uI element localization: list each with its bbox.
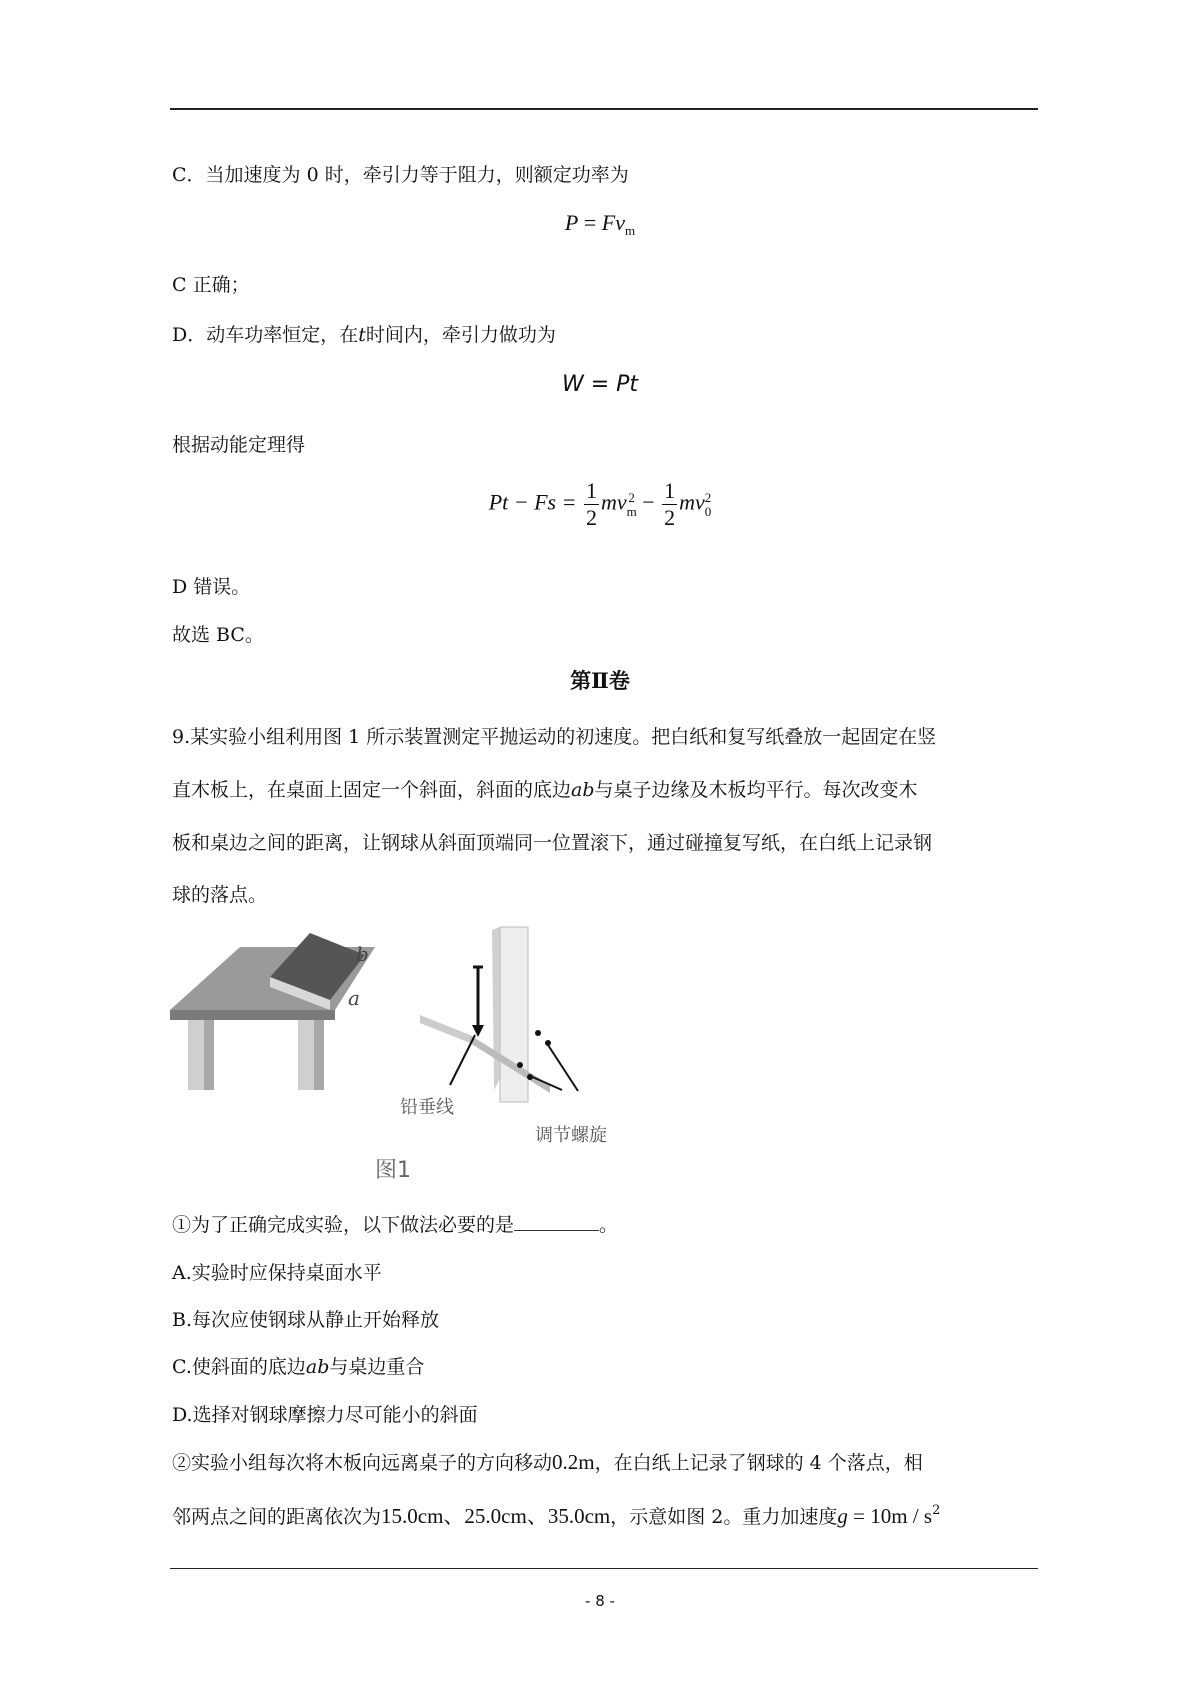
question-9-line-2: 直木板上，在桌面上固定一个斜面，斜面的底边ab与桌子边缘及木板均平行。每次改变木 [172,779,918,801]
page-number: - 8 - [585,1592,615,1610]
adjust-screw-1 [535,1030,541,1036]
option-b: B.每次应使钢球从静止开始释放 [172,1309,440,1331]
figure-caption: 图1 [375,1158,411,1183]
subquestion-2-line-2: 邻两点之间的距离依次为15.0cm、25.0cm、35.0cm，示意如图 2。重力加速度$g = 10m / s^2$ [172,1503,941,1528]
option-c-text: C．当加速度为 0 时，牵引力等于阻力，则额定功率为 [172,164,629,186]
plumb-pointer [450,1035,475,1085]
kinetic-theorem-text: 根据动能定理得 [172,434,306,456]
option-c: C.使斜面的底边ab与桌边重合 [172,1356,425,1378]
option-d: D.选择对钢球摩擦力尽可能小的斜面 [172,1404,478,1426]
table-leg-right [298,1020,314,1090]
table-leg-right-side [314,1020,324,1090]
option-a: A.实验时应保持桌面水平 [172,1262,382,1284]
option-d-wrong: D 错误。 [172,576,251,598]
subquestion-1-prompt: ①为了正确完成实验，以下做法必要的是 。 [172,1214,619,1236]
answer-blank[interactable] [514,1214,599,1231]
section-heading: 第Ⅱ卷 [570,668,630,693]
formula-energy: Pt − Fs = $\frac{1}{2}$ mv 2 m − $\frac{1}{2}$ mv 2 0 [488,478,712,530]
figure-1 [170,925,640,1183]
header-rule [170,108,1038,110]
label-a: a [348,986,360,1010]
formula-power: $P = Fv_m$ [564,210,636,238]
formula-work: W = Pt [561,372,639,397]
adjust-screw-3 [517,1062,523,1068]
question-9-line-1: 9.某实验小组利用图 1 所示装置测定平抛运动的初速度。把白纸和复写纸叠放一起固定在竖 [172,726,937,748]
table-leg-left-side [204,1020,214,1090]
subquestion-2-line-1: ②实验小组每次将木板向远离桌子的方向移动0.2m，在白纸上记录了钢球的 4 个落点，相 [172,1450,923,1474]
screw-label: 调节螺旋 [535,1125,607,1146]
footer-rule [170,1568,1038,1569]
label-b: b [356,942,369,966]
answer-text: 故选 BC。 [172,624,264,646]
board-base-left [420,1015,470,1043]
option-c-correct: C 正确； [172,274,250,296]
option-d-text: D．动车功率恒定，在t时间内，牵引力做功为 [172,324,556,346]
table-edge [170,1010,335,1020]
screw-pointer-1 [548,1045,578,1091]
plumb-label: 铅垂线 [400,1097,454,1118]
apparatus-illustration [170,925,640,1175]
table-leg-left [188,1020,204,1090]
question-9-line-3: 板和桌边之间的距离，让钢球从斜面顶端同一位置滚下，通过碰撞复写纸，在白纸上记录钢 [172,832,933,854]
question-9-line-4: 球的落点。 [172,884,268,906]
